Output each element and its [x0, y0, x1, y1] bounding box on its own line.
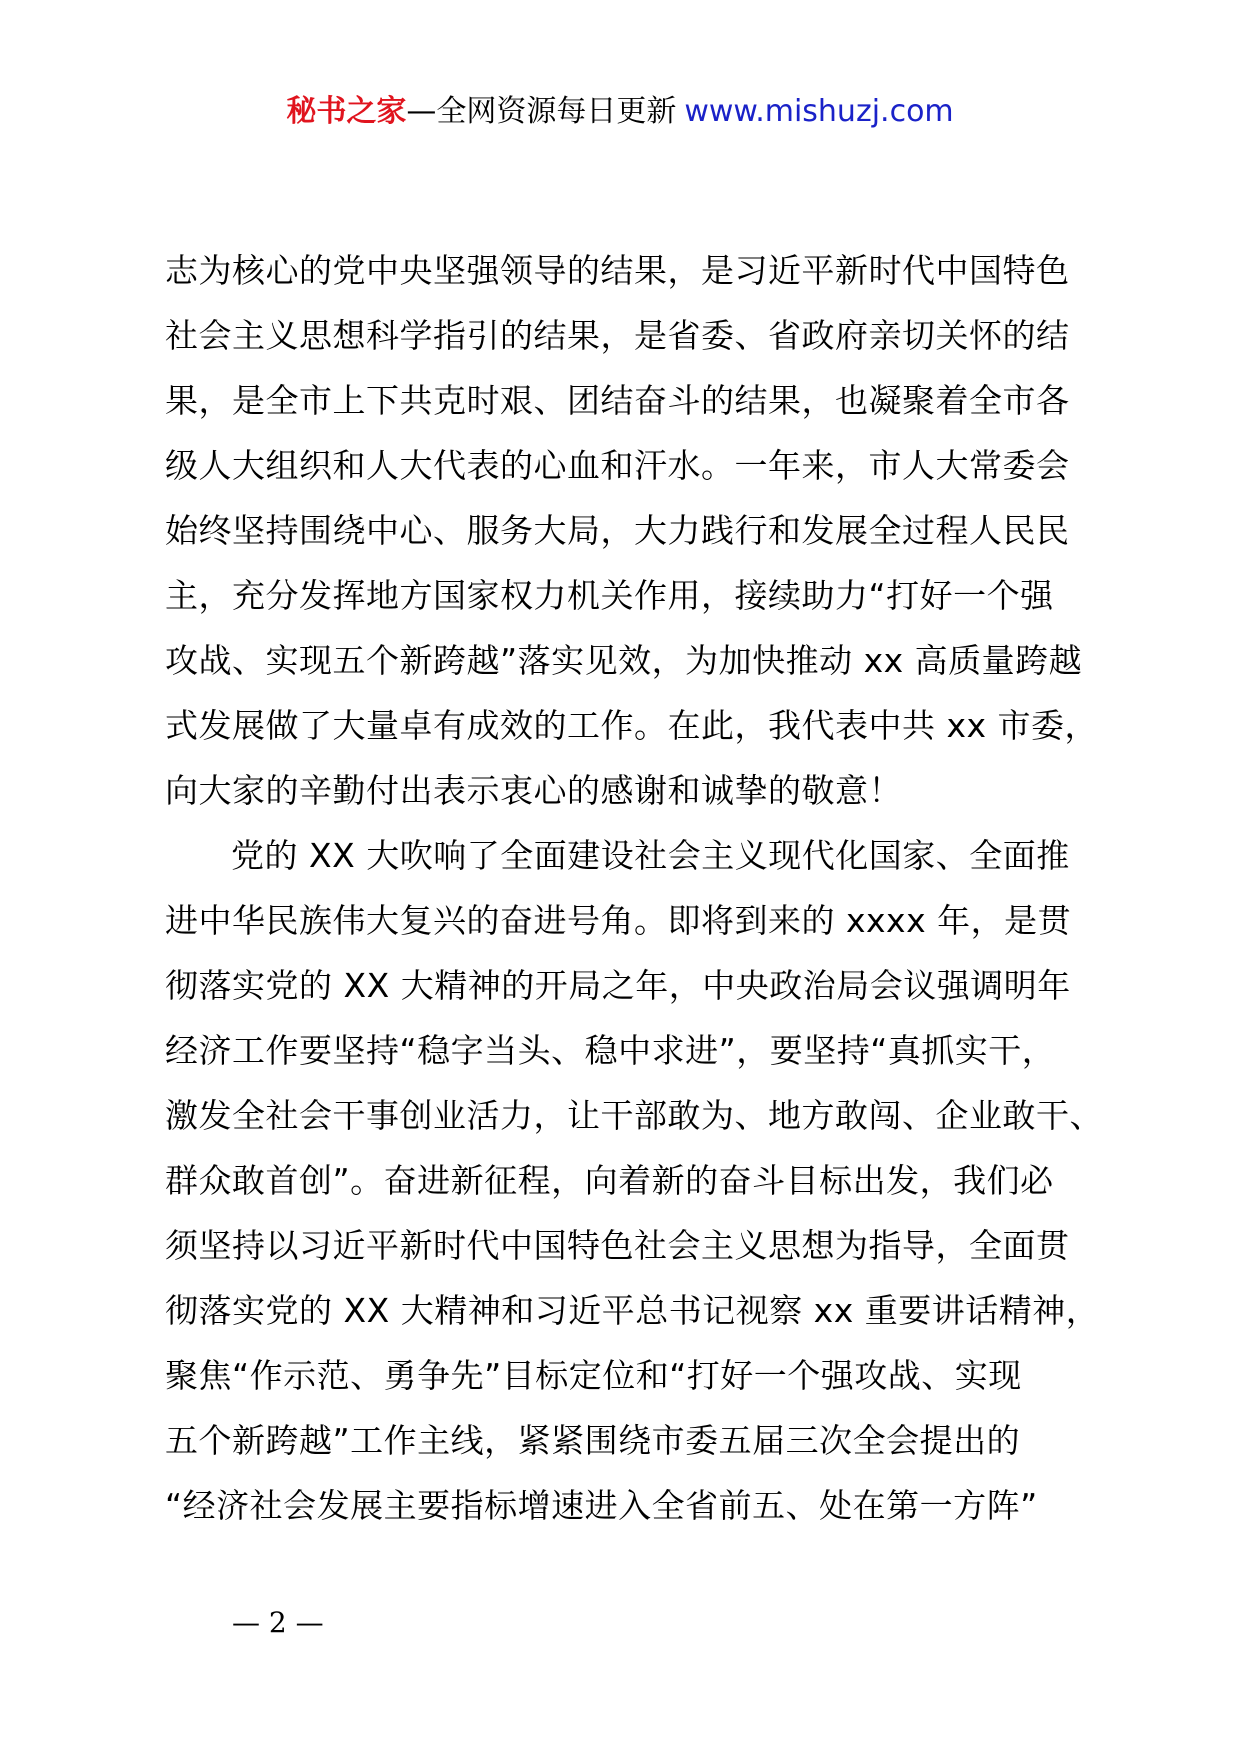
text-line: 彻落实党的 XX 大精神和习近平总书记视察 xx 重要讲话精神，	[165, 1291, 1100, 1330]
header-tagline: —全网资源每日更新	[406, 94, 677, 129]
text-line: 彻落实党的 XX 大精神的开局之年，中央政治局会议强调明年	[165, 966, 1071, 1005]
text-line: 社会主义思想科学指引的结果，是省委、省政府亲切关怀的结	[165, 316, 1070, 355]
text-line: 果，是全市上下共克时艰、团结奋斗的结果，也凝聚着全市各	[165, 381, 1070, 420]
paragraph-start-line: 党的 XX 大吹响了全面建设社会主义现代化国家、全面推	[231, 836, 1070, 875]
text-line: 激发全社会干事创业活力，让干部敢为、地方敢闯、企业敢干、	[165, 1096, 1103, 1135]
brand-name: 秘书之家	[286, 94, 407, 129]
text-line: 式发展做了大量卓有成效的工作。在此，我代表中共 xx 市委，	[165, 706, 1099, 745]
document-body	[165, 238, 1105, 1538]
site-header	[0, 92, 1240, 132]
page-number: — 2 —	[232, 1606, 324, 1639]
text-line: 向大家的辛勤付出表示衷心的感谢和诚挚的敬意！	[165, 771, 902, 810]
text-line: 五个新跨越”工作主线，紧紧围绕市委五届三次全会提出的	[165, 1421, 1021, 1460]
text-line: 经济工作要坚持“稳字当头、稳中求进”，要坚持“真抓实干，	[165, 1031, 1056, 1070]
site-url-link[interactable]: www.mishuzj.com	[684, 94, 954, 129]
text-line: 始终坚持围绕中心、服务大局，大力践行和发展全过程人民民	[165, 511, 1070, 550]
text-line: 群众敢首创”。奋进新征程，向着新的奋斗目标出发，我们必	[165, 1161, 1054, 1200]
text-line: “经济社会发展主要指标增速进入全省前五、处在第一方阵”	[165, 1486, 1038, 1525]
text-line: 进中华民族伟大复兴的奋进号角。即将到来的 xxxx 年，是贯	[165, 901, 1072, 940]
text-line: 级人大组织和人大代表的心血和汗水。一年来，市人大常委会	[165, 446, 1070, 485]
text-line: 攻战、实现五个新跨越”落实见效，为加快推动 xx 高质量跨越	[165, 641, 1083, 680]
text-line: 志为核心的党中央坚强领导的结果，是习近平新时代中国特色	[165, 251, 1070, 290]
text-line: 主，充分发挥地方国家权力机关作用，接续助力“打好一个强	[165, 576, 1054, 615]
text-line: 须坚持以习近平新时代中国特色社会主义思想为指导，全面贯	[165, 1226, 1070, 1265]
text-line: 聚焦“作示范、勇争先”目标定位和“打好一个强攻战、实现	[165, 1356, 1022, 1395]
